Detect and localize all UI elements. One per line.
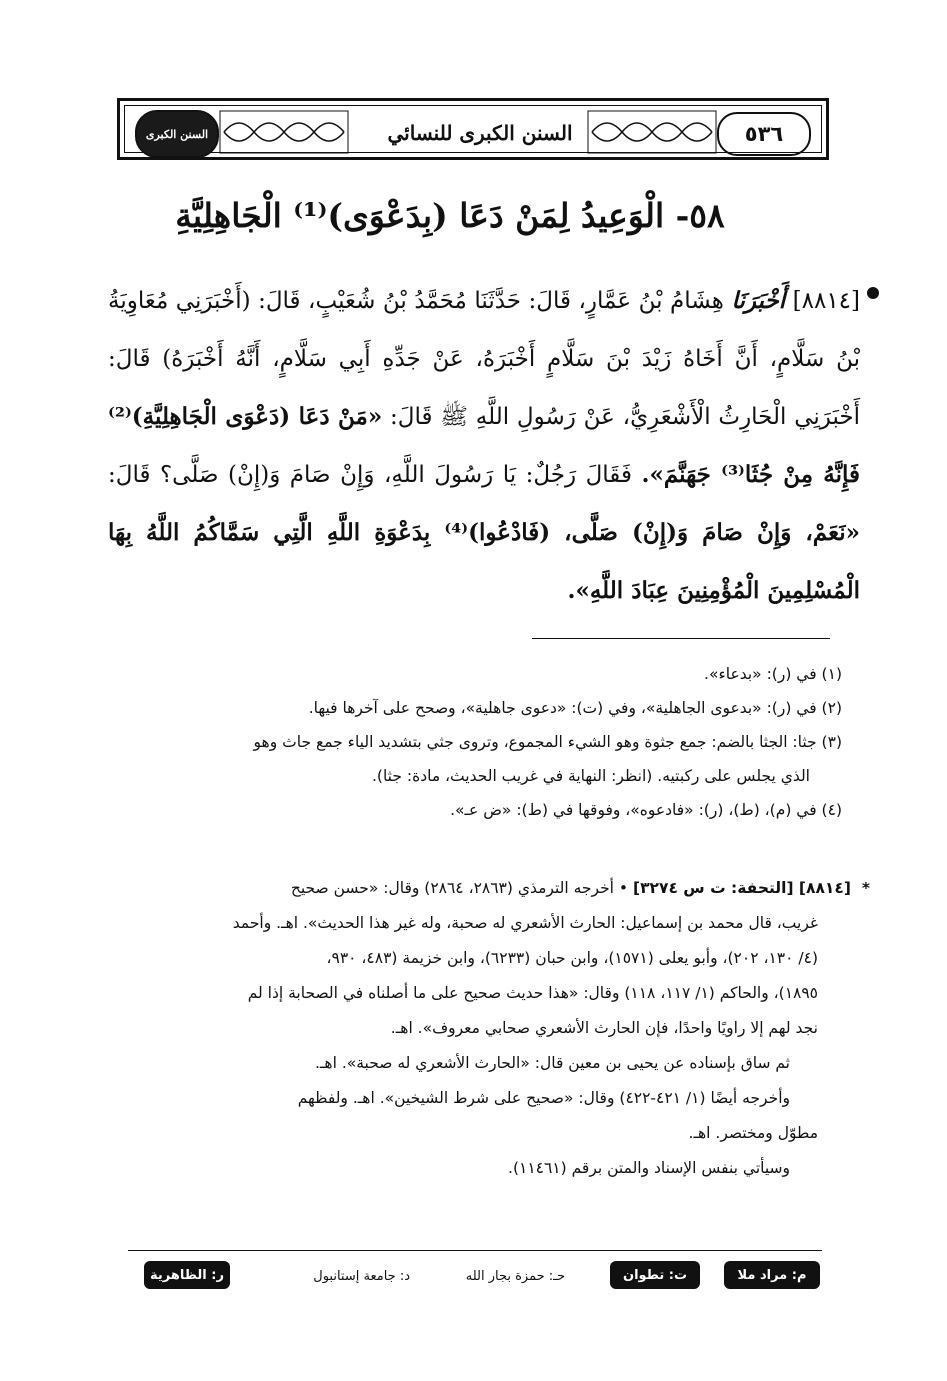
header-frame <box>124 105 822 153</box>
legend-r: ر: الظاهرية <box>144 1261 230 1289</box>
manuscript-legend <box>130 1261 820 1293</box>
footnote-2: (٢) في (ر): «بدعوى الجاهلية»، وفي (ت): «دعوى جاهلية»، وصحح على آخرها فيها. <box>308 699 842 717</box>
book-title: السنن الكبرى للنسائي <box>387 121 573 145</box>
hadith-quote-2: «نَعَمْ، وَإِنْ صَامَ وَ(إِنْ) صَلَّى، (فَادْعُوا)⁽⁴⁾ بِدَعْوَةِ اللَّهِ الَّتِي سَمَّاكُمُ اللَّهُ بِهَا الْمُسْلِمِينَ الْمُؤْمِنِينَ عِبَادَ اللَّهِ». <box>108 519 860 604</box>
header-ornament-left <box>219 110 349 154</box>
page-header <box>117 98 829 160</box>
takhrij-line-9: وسيأتي بنفس الإسناد والمتن برقم (١١٤٦١). <box>508 1159 790 1177</box>
takhrij-line-4: ١٨٩٥)، والحاكم (١/ ١١٧، ١١٨) وقال: «هذا حديث صحيح على ما أصلناه في الصحابة إذا لم <box>247 984 818 1002</box>
takhrij-ref: [٨٨١٤] [التحفة: ت س ٣٢٧٤] <box>632 879 851 897</box>
takhrij-line-1-text: • أخرجه الترمذي (٢٨٦٣، ٢٨٦٤) وقال: «حسن صحيح <box>290 879 629 897</box>
footnotes <box>110 657 842 827</box>
hadith-quote-1: «مَنْ دَعَا (دَعْوَى الْجَاهِلِيَّةِ)⁽²⁾ فَإِنَّهُ مِنْ جُثَا⁽³⁾ جَهَنَّمَ». <box>108 403 860 488</box>
akhbarana-word: أَخْبَرَنَا <box>731 287 786 314</box>
hadith-isnad: هِشَامُ بْنُ عَمَّارٍ، قَالَ: حَدَّثَنَا مُحَمَّدُ بْنُ شُعَيْبٍ، قَالَ: (أَخْبَرَنِي مُعَاوِيَةُ بْنُ سَلَّامٍ، أَنَّ أَخَاهُ زَيْدَ بْنَ سَلَّامٍ أَخْبَرَهُ، عَنْ جَدِّهِ أَبِي سَلَّامٍ، أَنَّهُ أَخْبَرَهُ) قَالَ: أَخْبَرَنِي الْحَارِثُ الْأَشْعَرِيُّ، عَنْ رَسُولِ اللَّهِ ﷺ قَالَ: <box>108 288 861 430</box>
footnote-3-cont: الذي يجلس على ركبتيه. (انظر: النهاية في غريب الحديث، مادة: جثا). <box>371 767 810 785</box>
takhrij-line-5: نجد لهم إلا راويًا واحدًا، فإن الحارث الأشعري صحابي معروف». اهـ. <box>390 1019 818 1037</box>
book-logo: السنن الكبرى <box>135 110 219 158</box>
star-icon: * <box>861 879 870 897</box>
legend-d: د: جامعة إستانبول <box>313 1268 410 1284</box>
legend-h: حـ: حمزة بجار الله <box>465 1268 565 1284</box>
page-number: ٥٣٦ <box>717 112 811 156</box>
header-ornament-right <box>587 110 717 154</box>
footnote-1: (١) في (ر): «بدعاء». <box>704 665 842 683</box>
chapter-title: ٥٨- الْوَعِيدُ لِمَنْ دَعَا (بِدَعْوَى)⁽¹⁾ الْجَاهِلِيَّةِ <box>175 196 725 235</box>
footnote-4: (٤) في (م)، (ط)، (ر): «فادعوه»، وفوقها في (ط): «ض عـ». <box>450 801 842 819</box>
bullet-icon <box>867 287 879 299</box>
takhrij-line-1 <box>110 871 870 906</box>
takhrij-section <box>110 871 870 1186</box>
takhrij-line-8: مطوّل ومختصر. اهـ. <box>688 1124 818 1142</box>
footnote-3: (٣) جثا: الجثا بالضم: جمع جثوة وهو الشيء المجموع، وتروى جثي بتشديد الياء جمع جاث وهو <box>253 733 842 751</box>
takhrij-line-7: وأخرجه أيضًا (١/ ٤٢١-٤٢٢) وقال: «صحيح على شرط الشيخين». اهـ. ولفظهم <box>297 1089 790 1107</box>
takhrij-line-6: ثم ساق بإسناده عن يحيى بن معين قال: «الحارث الأشعري له صحبة». اهـ. <box>314 1054 790 1072</box>
hadith-question: فَقَالَ رَجُلٌ: يَا رَسُولَ اللَّهِ، وَإِنْ صَامَ وَ(إِنْ) صَلَّى؟ قَالَ: <box>108 462 632 488</box>
hadith-number: [٨٨١٤] <box>792 288 861 314</box>
takhrij-line-2: غريب، قال محمد بن إسماعيل: الحارث الأشعري له صحبة، وله غير هذا الحديث». اهـ. وأحمد <box>232 914 818 932</box>
hadith-text <box>108 272 860 620</box>
legend-m: م: مراد ملا <box>724 1261 820 1289</box>
legend-divider <box>128 1250 822 1251</box>
footnote-divider <box>532 638 830 639</box>
legend-t: ت: تطوان <box>610 1261 700 1289</box>
takhrij-line-3: (٤/ ١٣٠، ٢٠٢)، وأبو يعلى (١٥٧١)، وابن حبان (٦٢٣٣)، وابن خزيمة (٤٨٣، ٩٣٠، <box>326 949 818 967</box>
